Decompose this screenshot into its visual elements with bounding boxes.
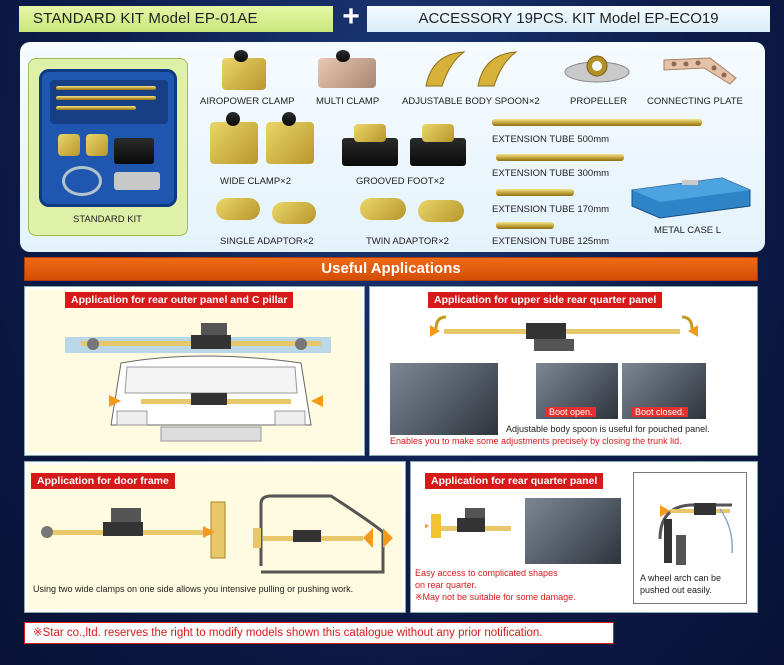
body-spoon-image	[420, 48, 530, 90]
wheel-arch-box	[633, 472, 747, 604]
app-door-frame-title: Application for door frame	[31, 473, 175, 489]
trunk-photo	[390, 363, 498, 435]
rear-quarter-tool-diagram	[425, 504, 521, 554]
multi-clamp-label: MULTI CLAMP	[316, 96, 380, 107]
airopower-clamp-image	[222, 58, 266, 90]
extension-tube-125-label: EXTENSION TUBE 125mm	[492, 236, 610, 247]
connecting-plate-label: CONNECTING PLATE	[647, 96, 743, 107]
propeller-image	[562, 54, 632, 86]
extension-tube-300-image	[496, 154, 624, 161]
wide-clamp-label: WIDE CLAMP×2	[220, 176, 292, 187]
twin-adaptor-label: TWIN ADAPTOR×2	[366, 236, 449, 247]
plus-sign: +	[342, 0, 360, 33]
accessory-kit-header: ACCESSORY 19PCS. KIT Model EP-ECO19	[367, 6, 770, 32]
rear-quarter-photo	[525, 498, 621, 564]
door-frame-diagram	[31, 492, 401, 582]
c-pillar-diagram	[61, 315, 341, 447]
extension-tube-125-image	[496, 222, 554, 229]
extension-tube-170-label: EXTENSION TUBE 170mm	[492, 204, 610, 215]
single-adaptor-label: SINGLE ADAPTOR×2	[220, 236, 314, 247]
wheel-arch-diagram	[640, 479, 740, 569]
upper-side-caption-red: Enables you to make some adjustments precisely by closing the trunk lid.	[390, 436, 682, 446]
app-rear-quarter-title: Application for rear quarter panel	[425, 473, 603, 489]
app-upper-side-rear-quarter	[369, 286, 758, 456]
rear-quarter-caption-3: ※May not be suitable for some damage.	[415, 592, 576, 602]
extension-tube-170-image	[496, 189, 574, 196]
airopower-clamp-label: AIROPOWER CLAMP	[200, 96, 295, 107]
app-rear-outer-title: Application for rear outer panel and C pillar	[65, 292, 293, 308]
extension-tube-500-label: EXTENSION TUBE 500mm	[492, 134, 610, 145]
standard-kit-header: STANDARD KIT Model EP-01AE	[19, 6, 333, 32]
body-spoon-label: ADJUSTABLE BODY SPOON×2	[402, 96, 540, 107]
rear-quarter-caption-1: Easy access to complicated shapes	[415, 568, 558, 578]
upper-side-diagram	[426, 311, 702, 355]
propeller-label: PROPELLER	[570, 96, 628, 107]
footer-disclaimer: ※Star co.,ltd. reserves the right to modify models shown this catalogue without any prior notification.	[24, 622, 614, 644]
grooved-foot-label: GROOVED FOOT×2	[356, 176, 445, 187]
extension-tube-500-image	[492, 119, 702, 126]
single-adaptor-image	[216, 198, 260, 220]
upper-side-caption: Adjustable body spoon is useful for pouched panel.	[506, 424, 710, 434]
metal-case-image	[628, 172, 754, 220]
grooved-foot-image	[342, 138, 398, 166]
extension-tube-300-label: EXTENSION TUBE 300mm	[492, 168, 610, 179]
app-upper-side-title: Application for upper side rear quarter panel	[428, 292, 662, 308]
standard-kit-box	[28, 58, 188, 236]
boot-open-label: Boot open.	[546, 407, 596, 417]
app-rear-quarter-panel	[410, 461, 758, 613]
standard-kit-label: STANDARD KIT	[73, 214, 142, 225]
boot-closed-label: Boot closed.	[632, 407, 688, 417]
metal-case-label: METAL CASE L	[654, 225, 722, 236]
wheel-arch-caption-1: A wheel arch can be	[640, 573, 722, 583]
wheel-arch-caption-2: pushed out easily.	[640, 585, 712, 595]
connecting-plate-image	[660, 52, 740, 86]
kit-case-image	[39, 69, 177, 207]
rear-quarter-caption-2: on rear quarter.	[415, 580, 477, 590]
app-rear-outer-panel	[24, 286, 365, 456]
useful-applications-banner: Useful Applications	[24, 257, 758, 281]
wide-clamp-image	[210, 122, 258, 164]
app-door-frame	[24, 461, 406, 613]
door-frame-caption: Using two wide clamps on one side allows you intensive pulling or pushing work.	[33, 584, 354, 594]
multi-clamp-image	[318, 58, 376, 88]
twin-adaptor-image	[360, 198, 406, 220]
